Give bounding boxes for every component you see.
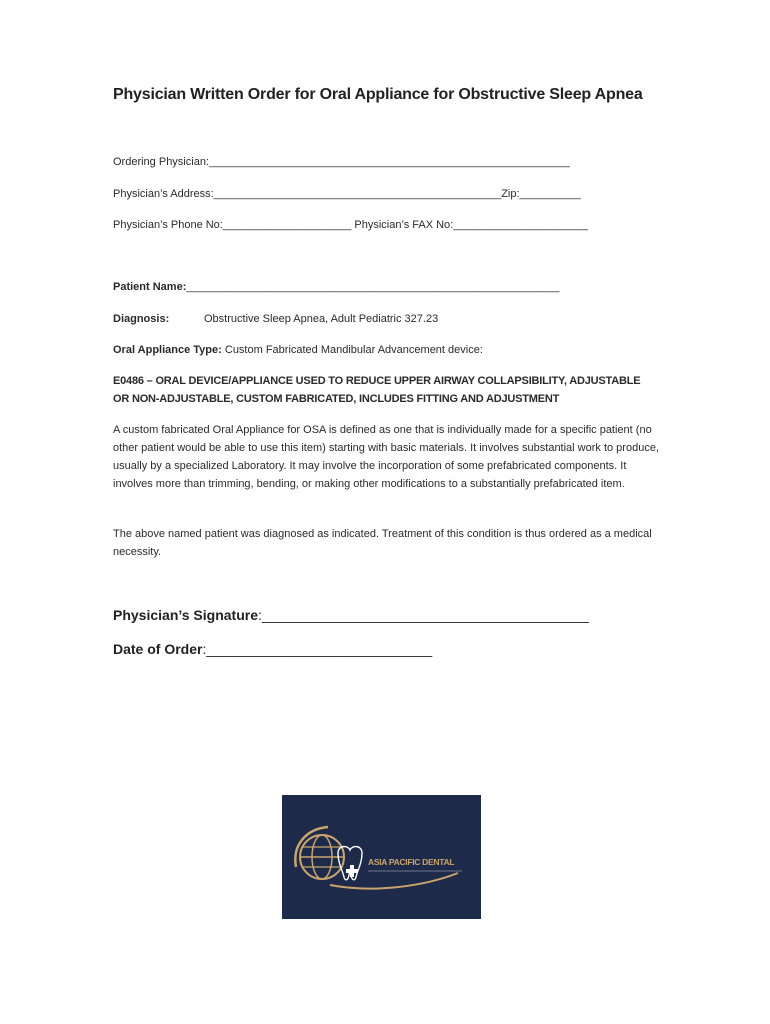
date-of-order-label: Date of Order xyxy=(113,641,203,657)
date-of-order-field[interactable] xyxy=(113,641,432,657)
logo-name: ASIA PACIFIC DENTAL xyxy=(368,857,455,867)
asia-pacific-dental-logo xyxy=(282,795,481,919)
definition-paragraph: A custom fabricated Oral Appliance for OSA is defined as one that is individually made for a specific patient (no other patient would be able to use this item) starting with basic materials. It involves substantial work to produce, usually by a specialized Laboratory. It may involve the incorporation of some prefabricated components. It involves more than trimming, bending, or making other modifications to a substantially prefabricated item. xyxy=(113,424,659,490)
physician-signature-field[interactable] xyxy=(113,607,589,623)
appliance-type-line xyxy=(113,344,483,356)
code-heading: E0486 – ORAL DEVICE/APPLIANCE USED TO REDUCE UPPER AIRWAY COLLAPSIBILITY, ADJUSTABLE OR NON-ADJUSTABLE, CUSTOM FABRICATED, INCLUDES FITTING AND ADJUSTMENT xyxy=(113,375,641,405)
patient-name-blank[interactable]: _____________________________________________________________ xyxy=(186,281,560,293)
diagnosis-label: Diagnosis: xyxy=(113,313,170,325)
page-title: Physician Written Order for Oral Appliance for Obstructive Sleep Apnea xyxy=(113,86,643,103)
appliance-type-value: Custom Fabricated Mandibular Advancement device: xyxy=(221,344,483,356)
ordering-physician-field[interactable]: Ordering Physician:___________________________________________________________ xyxy=(113,156,570,168)
phone-fax-field[interactable]: Physician’s Phone No:_____________________ Physician’s FAX No:______________________ xyxy=(113,219,588,231)
patient-name-label: Patient Name: xyxy=(113,281,187,293)
physician-signature-blank[interactable]: :__________________________________________ xyxy=(257,607,589,623)
physician-signature-label: Physician’s Signature xyxy=(113,607,258,623)
appliance-type-label: Oral Appliance Type: xyxy=(113,344,222,356)
diagnosis-value: Obstructive Sleep Apnea, Adult Pediatric 327.23 xyxy=(204,313,439,325)
physician-address-field[interactable]: Physician’s Address:_______________________________________________Zip:__________ xyxy=(113,188,581,200)
patient-name-field[interactable] xyxy=(113,281,560,293)
diagnosis-paragraph: The above named patient was diagnosed as indicated. Treatment of this condition is thus ordered as a medical necessity. xyxy=(113,528,652,558)
date-of-order-blank[interactable]: :_____________________________ xyxy=(202,641,433,657)
